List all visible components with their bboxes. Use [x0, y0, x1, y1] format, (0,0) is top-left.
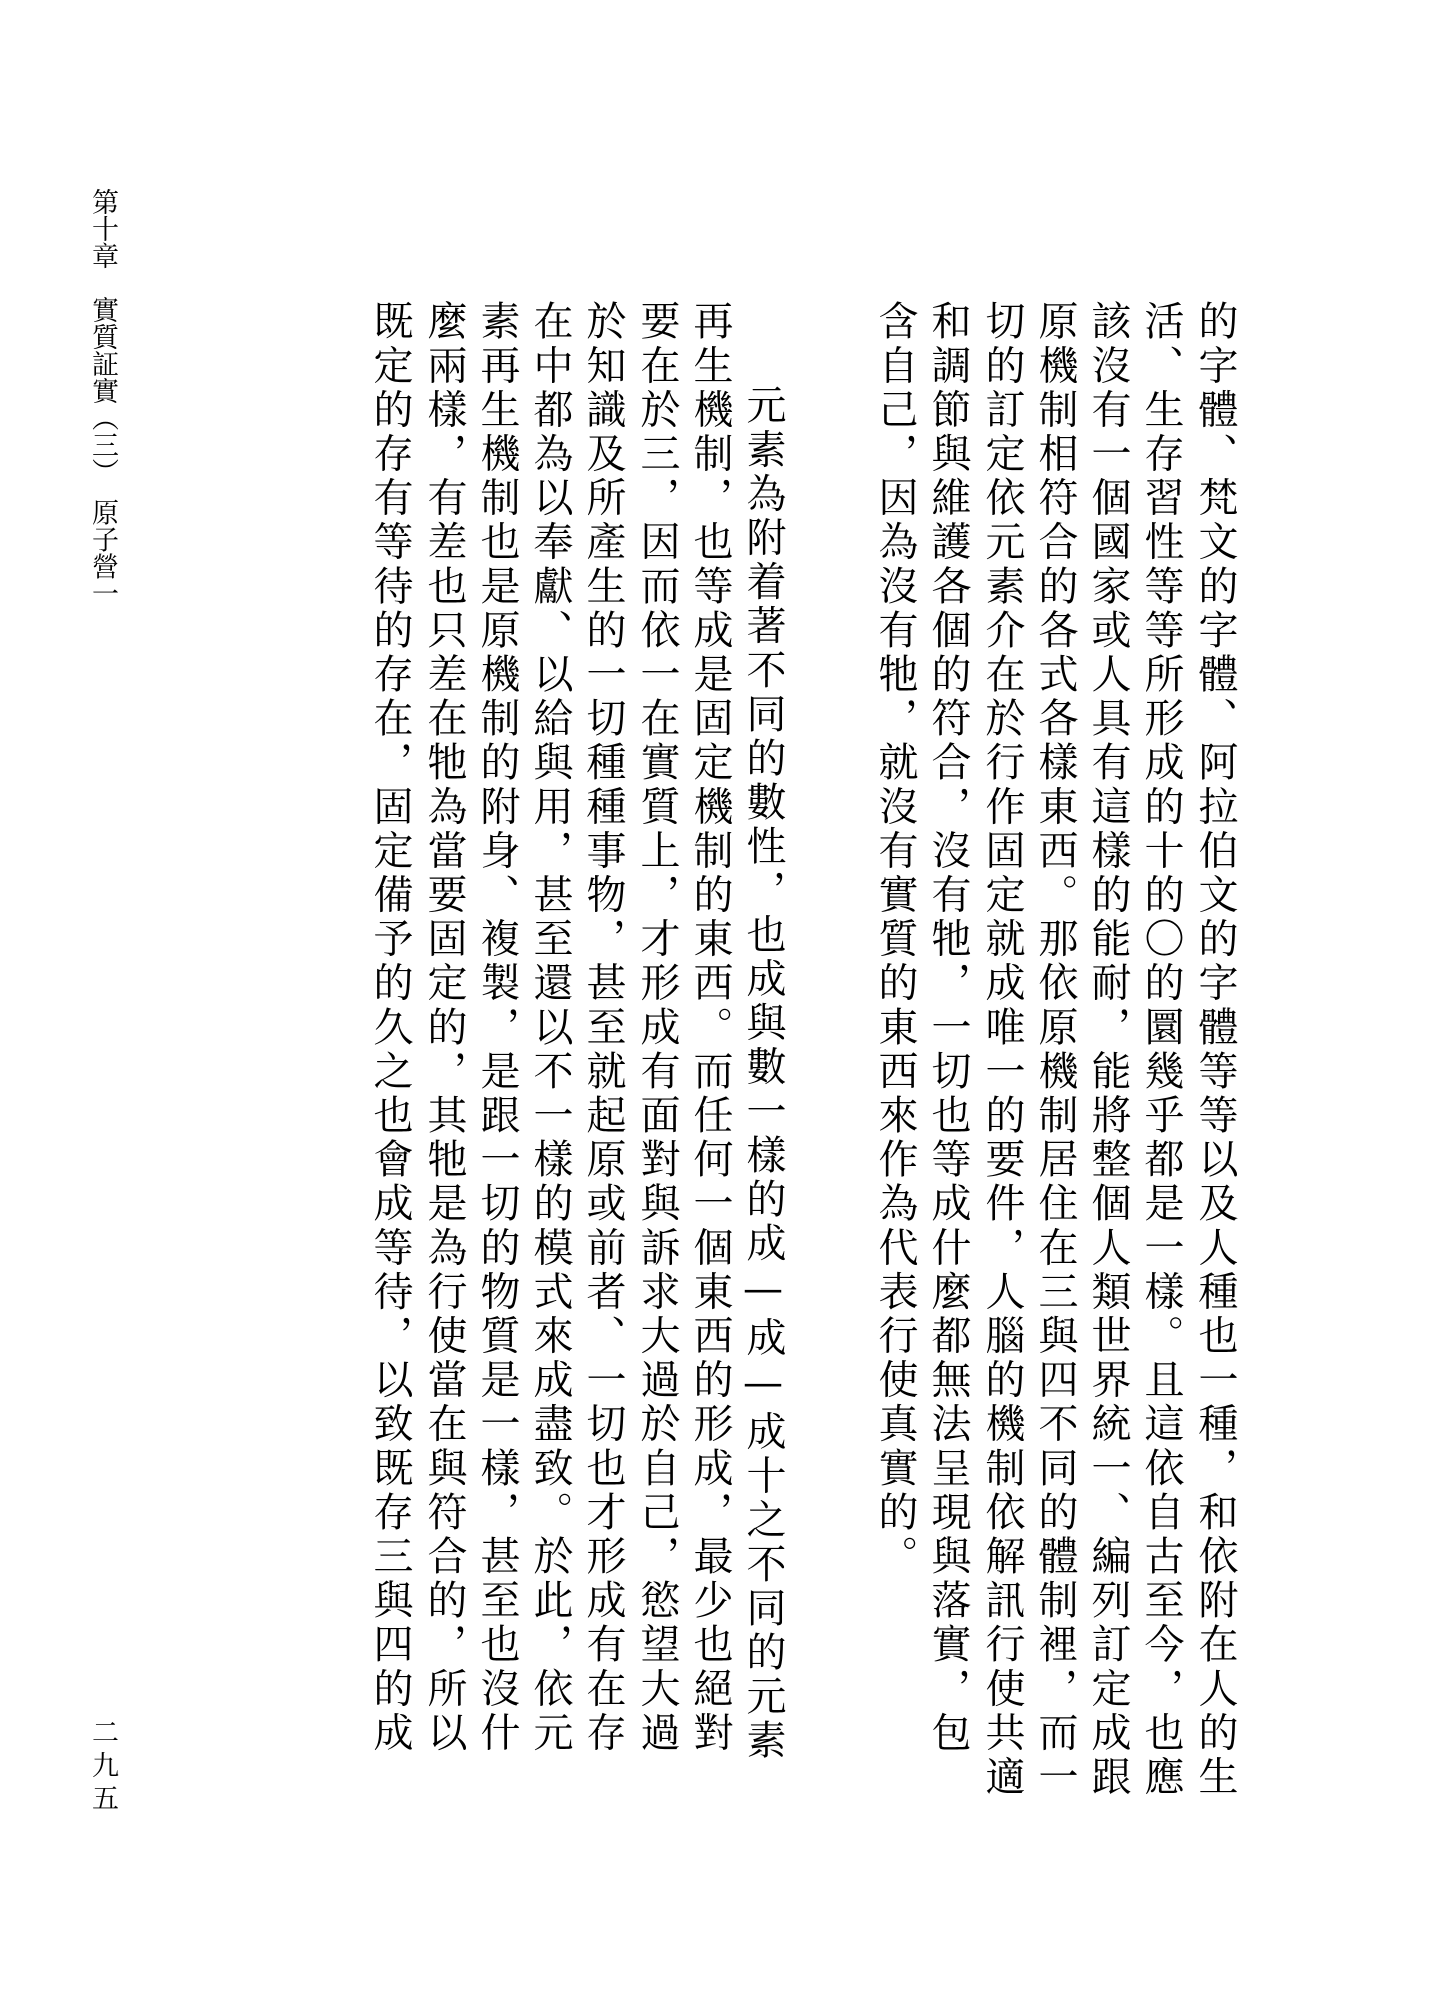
- text-column-13: 素再生機制也是原機制的附身、複製，是跟一切的物質是一樣，甚至也沒什: [474, 300, 520, 1756]
- text-column-12: 在中都為以奉獻、以給與用，甚至還以不一樣的模式來成盡致。於此，依元: [527, 300, 573, 1756]
- text-column-9: 再生機制，也等成是固定機制的東西。而任何一個東西的形成，最少也絕對: [687, 300, 733, 1756]
- running-header: 第十章 實質証實（三） 原子營一: [87, 188, 118, 607]
- text-column-2: 活、生存習性等等所形成的十的〇的圜幾乎都是一樣。且這依自古至今，也應: [1138, 300, 1184, 1800]
- text-column-6: 和調節與維護各個的符合，沒有牠，一切也等成什麼都無法呈現與落實，包: [925, 300, 971, 1756]
- page-number: 二九五: [87, 1718, 118, 1817]
- text-column-8: 元素為附着著不同的數性，也成與數一樣的成—成—成十之不同的元素: [740, 384, 786, 1764]
- text-column-7: 含自己，因為沒有牠，就沒有實質的東西來作為代表行使真實的。: [872, 300, 918, 1579]
- text-column-4: 原機制相符合的各式各樣東西。那依原機制居住在三與四不同的體制裡，而一: [1032, 300, 1078, 1800]
- text-column-5: 切的訂定依元素介在於行作固定就成唯一的要件，人腦的機制依解訊行使共適: [979, 300, 1025, 1800]
- text-column-11: 於知識及所產生的一切種種事物，甚至就起原或前者、一切也才形成有在存: [580, 300, 626, 1756]
- text-column-10: 要在於三，因而依一在實質上，才形成有面對與訴求大過於自己，慾望大過: [634, 300, 680, 1756]
- text-column-15: 既定的存有等待的存在，固定備予的久之也會成等待，以致既存三與四的成: [367, 300, 413, 1756]
- text-column-1: 的字體、梵文的字體、阿拉伯文的字體等等以及人種也一種，和依附在人的生: [1192, 300, 1238, 1800]
- text-column-3: 該沒有一個國家或人具有這樣的能耐，能將整個人類世界統一、編列訂定成跟: [1085, 300, 1131, 1800]
- text-column-14: 麼兩樣，有差也只差在牠為當要固定的，其牠是為行使當在與符合的，所以: [421, 300, 467, 1756]
